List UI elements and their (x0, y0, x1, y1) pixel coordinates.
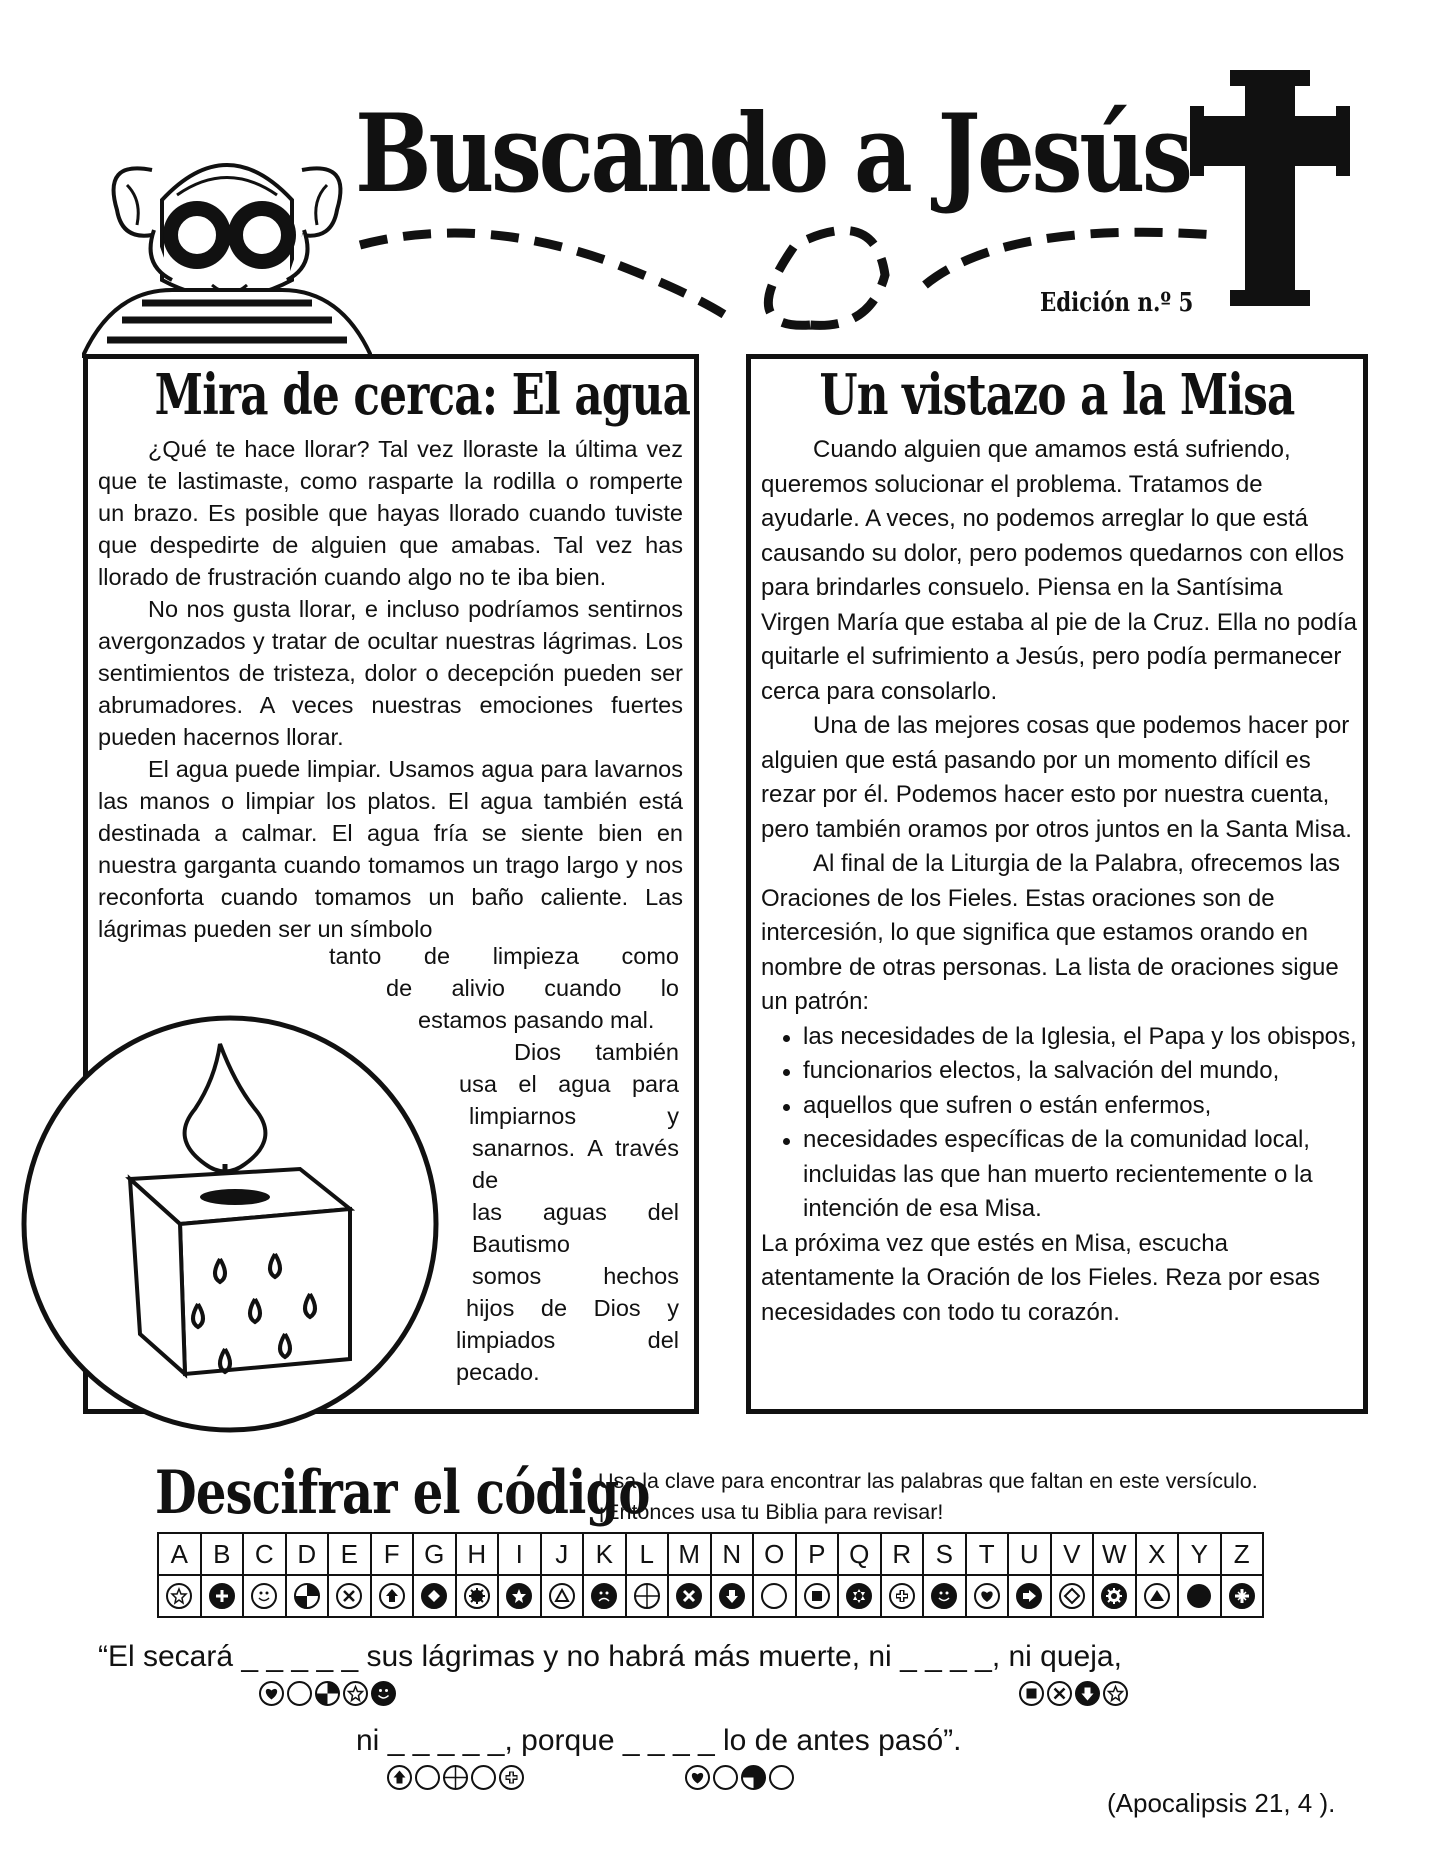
wrapped-line: Dios también (514, 1039, 679, 1065)
cipher-symbol (1008, 1575, 1051, 1617)
star6-icon (845, 1582, 873, 1610)
frown-icon (590, 1582, 618, 1610)
prayer-list-item: aquellos que sufren o están enfermos, (803, 1089, 1357, 1124)
empty-icon (768, 1764, 795, 1791)
code-section-title: Descifrar el código (155, 1458, 650, 1528)
prayer-list-item: las necesidades de la Iglesia, el Papa y los obispos, (803, 1020, 1357, 1055)
wrapped-line: limpiarnos y (469, 1103, 679, 1129)
cipher-symbol (158, 1575, 201, 1617)
smile-filled-icon (930, 1582, 958, 1610)
x-circle-icon (1046, 1680, 1073, 1707)
smile-filled-icon (370, 1680, 397, 1707)
word-4-symbols (684, 1764, 795, 1791)
x-circle-icon (335, 1582, 363, 1610)
empty-icon (470, 1764, 497, 1791)
left-article-body (98, 433, 683, 945)
cipher-letter: H (456, 1533, 499, 1575)
wrapped-line: usa el agua para (459, 1071, 679, 1097)
cipher-symbol (286, 1575, 329, 1617)
cipher-symbol (711, 1575, 754, 1617)
star-icon (165, 1582, 193, 1610)
heart-icon (258, 1680, 285, 1707)
cipher-symbol (1136, 1575, 1179, 1617)
verse-text: “El secará (98, 1640, 234, 1673)
cipher-symbol (753, 1575, 796, 1617)
arrow-up-icon (386, 1764, 413, 1791)
cipher-letter: P (796, 1533, 839, 1575)
prayer-list (761, 1020, 1357, 1227)
plus-outline-icon (498, 1764, 525, 1791)
gear-icon (1100, 1582, 1128, 1610)
cipher-symbol (583, 1575, 626, 1617)
cipher-symbol (1178, 1575, 1221, 1617)
wrapped-line: hijos de Dios y (466, 1295, 679, 1321)
right-article-body (761, 433, 1357, 1330)
wrapped-line: sanarnos. A través de (472, 1135, 679, 1193)
code-instructions-line-1: Usa la clave para encontrar las palabras que faltan en este versículo. (598, 1469, 1258, 1493)
cipher-letter: J (541, 1533, 584, 1575)
right-paragraph-1: Cuando alguien que amamos está sufriendo, queremos solucionar el problema. Tratamos de ayudarle. A veces, no podemos arreglar lo que está causando su dolor, pero podemos quedarnos con ellos para brindarles consuelo. Piensa en la Santísima Virgen María que estaba al pie de la Cruz. Ella no podía quitarle el sufrimiento a Jesús, pero podía permanecer cerca para consolarlo. (761, 436, 1357, 705)
wrapped-line: estamos pasando mal. (418, 1007, 655, 1033)
cipher-letter: G (413, 1533, 456, 1575)
arrow-down-icon (718, 1582, 746, 1610)
plus-outline-icon (888, 1582, 916, 1610)
cipher-symbol (626, 1575, 669, 1617)
wrapped-line: de alivio cuando lo (386, 975, 679, 1001)
plus-filled-icon (208, 1582, 236, 1610)
cipher-letters-row (158, 1533, 1263, 1575)
cipher-letter: A (158, 1533, 201, 1575)
right-article-box (746, 354, 1368, 1414)
empty-icon (760, 1582, 788, 1610)
left-paragraph-3-continued (94, 940, 679, 1036)
cipher-symbol (413, 1575, 456, 1617)
verse-text: , ni queja, (991, 1640, 1122, 1673)
prayer-list-item: necesidades específicas de la comunidad local, incluidas las que han muerto recientemente o la intención de esa Misa. (803, 1123, 1357, 1227)
wrapped-line: las aguas del Bautismo (472, 1199, 679, 1257)
verse-line-2 (356, 1726, 962, 1756)
left-paragraph-1: ¿Qué te hace llorar? Tal vez lloraste la última vez que te lastimaste, como rasparte la rodilla o romperte un brazo. Es posible que hayas llorado cuando tuviste que despedirte de alguien que amabas. Tal vez has llorado de frustración cuando algo no te iba bien. (98, 436, 683, 590)
crosshair-icon (633, 1582, 661, 1610)
blank-word-4[interactable]: _ _ _ _ (622, 1724, 715, 1757)
cipher-symbols-row (158, 1575, 1263, 1617)
edition-number: Edición n.º 5 (1040, 288, 1194, 318)
diamond-outline-icon (1058, 1582, 1086, 1610)
heart-icon (684, 1764, 711, 1791)
triangle-icon (548, 1582, 576, 1610)
cipher-letter: Z (1221, 1533, 1264, 1575)
word-3-symbols (386, 1764, 525, 1791)
wrapped-line: somos hechos (472, 1263, 679, 1289)
arrow-up-icon (378, 1582, 406, 1610)
cipher-letter: Q (838, 1533, 881, 1575)
cipher-symbol (1221, 1575, 1264, 1617)
cipher-letter: C (243, 1533, 286, 1575)
cipher-symbol (1093, 1575, 1136, 1617)
prayer-list-item: funcionarios electos, la salvación del mundo, (803, 1054, 1357, 1089)
star-icon (1102, 1680, 1129, 1707)
arrow-down-icon (1074, 1680, 1101, 1707)
cipher-symbol (371, 1575, 414, 1617)
cipher-letter: Y (1178, 1533, 1221, 1575)
star-filled-icon (505, 1582, 533, 1610)
cipher-symbol (1051, 1575, 1094, 1617)
code-instructions-line-2: ¡Entonces usa tu Biblia para revisar! (598, 1500, 944, 1524)
cipher-letter: B (201, 1533, 244, 1575)
newsletter-title: Buscando a Jesús (355, 91, 1190, 217)
right-closing: La próxima vez que estés en Misa, escucha atentamente la Oración de los Fieles. Reza por esas necesidades con todo tu corazón. (761, 1229, 1320, 1326)
cipher-symbol (966, 1575, 1009, 1617)
word-1-symbols (258, 1680, 397, 1707)
cipher-letter: E (328, 1533, 371, 1575)
cipher-letter: T (966, 1533, 1009, 1575)
cipher-key-table (157, 1532, 1264, 1618)
cipher-symbol (243, 1575, 286, 1617)
cipher-letter: F (371, 1533, 414, 1575)
cipher-letter: N (711, 1533, 754, 1575)
empty-icon (712, 1764, 739, 1791)
right-article-title: Un vistazo a la Misa (819, 362, 1295, 428)
left-paragraph-3: El agua puede limpiar. Usamos agua para lavarnos las manos o limpiar los platos. El agua también está destinada a calmar. El agua fría se siente bien en nuestra garganta cuando tomamos un trago largo y nos reconforta cuando tomamos un baño caliente. Las lágrimas pueden ser un símbolo (98, 756, 683, 942)
x-filled-icon (675, 1582, 703, 1610)
right-paragraph-3: Al final de la Liturgia de la Palabra, ofrecemos las Oraciones de los Fieles. Estas oraciones son de intercesión, lo que significa que estamos orando en nombre de otras personas. La lista de oraciones sigue un patrón: (761, 850, 1340, 1015)
cipher-symbol (796, 1575, 839, 1617)
cipher-letter: M (668, 1533, 711, 1575)
diamond-filled-icon (420, 1582, 448, 1610)
cipher-letter: S (923, 1533, 966, 1575)
verse-text: lo de antes pasó”. (723, 1724, 962, 1757)
arrow-right-icon (1015, 1582, 1043, 1610)
cipher-symbol (498, 1575, 541, 1617)
cross-icon (1190, 68, 1350, 306)
blank-word-3[interactable]: _ _ _ _ _ (387, 1724, 505, 1757)
word-2-symbols (1018, 1680, 1129, 1707)
cipher-letter: K (583, 1533, 626, 1575)
cipher-symbol (201, 1575, 244, 1617)
smile-icon (250, 1582, 278, 1610)
cipher-letter: L (626, 1533, 669, 1575)
girl-with-binoculars-illustration (82, 140, 372, 358)
cipher-symbol (838, 1575, 881, 1617)
square-icon (803, 1582, 831, 1610)
square-icon (1018, 1680, 1045, 1707)
cipher-letter: R (881, 1533, 924, 1575)
star-icon (342, 1680, 369, 1707)
solid-icon (1185, 1582, 1213, 1610)
heart-icon (973, 1582, 1001, 1610)
cipher-letter: D (286, 1533, 329, 1575)
cipher-symbol (668, 1575, 711, 1617)
blank-word-1[interactable]: _ _ _ _ _ (241, 1640, 359, 1673)
cipher-letter: O (753, 1533, 796, 1575)
cipher-symbol (328, 1575, 371, 1617)
triangle-filled-icon (1143, 1582, 1171, 1610)
left-paragraph-4 (94, 1036, 679, 1388)
cipher-letter: X (1136, 1533, 1179, 1575)
cipher-symbol (541, 1575, 584, 1617)
quarters-icon (293, 1582, 321, 1610)
left-paragraph-2: No nos gusta llorar, e incluso podríamos sentirnos avergonzados y tratar de ocultar nuestras lágrimas. Los sentimientos de tristeza, dolor o decepción pueden ser abrumadores. A veces nuestras emociones fuertes pueden hacernos llorar. (98, 596, 683, 750)
right-paragraph-2: Una de las mejores cosas que podemos hacer por alguien que está pasando por un momento difícil es rezar por él. Podemos hacer esto por nuestra cuenta, pero también oramos por otros juntos en la Santa Misa. (761, 712, 1352, 843)
cipher-symbol (881, 1575, 924, 1617)
verse-text: ni (356, 1724, 380, 1757)
cipher-letter: W (1093, 1533, 1136, 1575)
empty-icon (414, 1764, 441, 1791)
cross-filled-icon (1228, 1582, 1256, 1610)
cipher-letter: U (1008, 1533, 1051, 1575)
cipher-letter: V (1051, 1533, 1094, 1575)
verse-line-1 (98, 1642, 1122, 1672)
crosshair-icon (442, 1764, 469, 1791)
half-icon (740, 1764, 767, 1791)
cipher-symbol (456, 1575, 499, 1617)
asterisk-icon (463, 1582, 491, 1610)
code-instructions (598, 1466, 1258, 1528)
left-article-title: Mira de cerca: El agua (154, 362, 691, 428)
cipher-symbol (923, 1575, 966, 1617)
verse-text: sus lágrimas y no habrá más muerte, ni (366, 1640, 892, 1673)
verse-text: , porque (504, 1724, 615, 1757)
wrapped-line: limpiados del pecado. (456, 1327, 679, 1385)
empty-icon (286, 1680, 313, 1707)
quarters-icon (314, 1680, 341, 1707)
wrapped-line: tanto de limpieza como (329, 943, 679, 969)
cipher-letter: I (498, 1533, 541, 1575)
left-wrap-text (94, 940, 679, 1388)
verse-citation: (Apocalipsis 21, 4 ). (1107, 1788, 1336, 1818)
blank-word-2[interactable]: _ _ _ _ (900, 1640, 992, 1673)
